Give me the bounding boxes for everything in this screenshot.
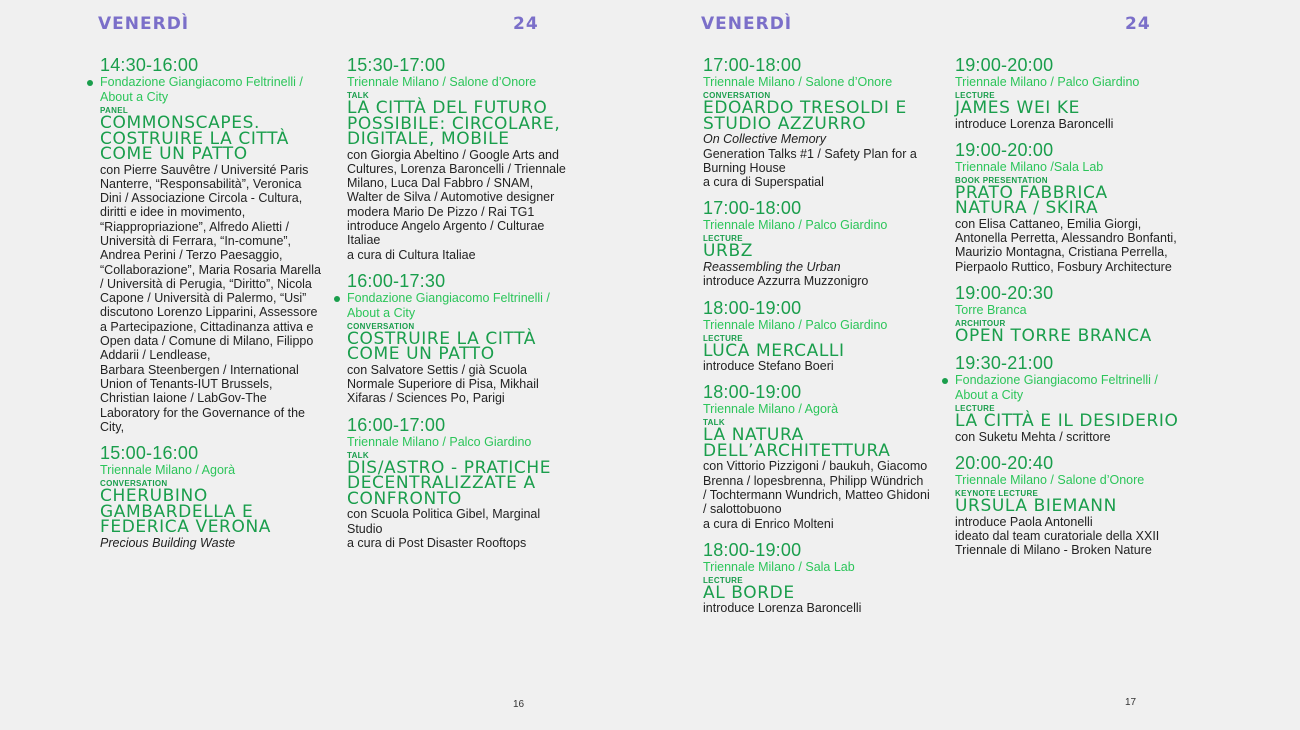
- event-venue: [955, 373, 1180, 403]
- event-title: LA CITTÀ DEL FUTURO POSSIBILE: CIRCOLARE, DIGITALE, MOBILE: [347, 98, 561, 149]
- event-time: 18:00-19:00: [703, 297, 802, 318]
- bullet-dot-icon: [87, 80, 93, 86]
- event-time: 17:00-18:00: [703, 198, 802, 219]
- event-description: introduce Lorenza Baroncelli: [703, 601, 862, 616]
- event-subtitle: Precious Building Waste: [100, 535, 236, 550]
- event: [347, 272, 572, 406]
- schedule-column: [703, 56, 930, 626]
- event-type: TALK: [347, 450, 369, 460]
- event-type: LECTURE: [703, 333, 743, 343]
- event: [955, 354, 1180, 444]
- event: [347, 56, 572, 262]
- event-description: con Pierre Sauvêtre / Université Paris Nanterre, “Responsabilità”, Veronica Dini / Associazione Circola - Cultura, diritti e idee in movimento, “Riappropriazione”, Alfredo Alietti / Università di Ferrara, “In-comune”, Andrea Perini / Terzo Paesaggio, “Collaborazione”, Maria Rosaria Marella / Università di Perugia, “Diritto”, Nicola Capone / Università di Palermo, “Usi” discutono Lorenzo Lipparini, Assessore a Partecipazione, Cittadinanza attiva e Open data / Comune di Milano, Filippo Addarii / Lendlease, Barbara Steenbergen / International Union of Tenants-IUT Brussels, Christian Iaione / LabGov-The Laboratory for the Governance of the City,: [100, 162, 321, 434]
- event-time: 19:00-20:30: [955, 282, 1054, 303]
- event-title: COSTRUIRE LA CITTÀ COME UN PATTO: [347, 328, 537, 365]
- event: [100, 56, 325, 434]
- event-description: con Salvatore Settis / già Scuola Normale Superiore di Pisa, Mikhail Xifaras / Sciences Po, Parigi: [347, 362, 539, 406]
- event-title: LA NATURA DELL’ARCHITETTURA: [703, 425, 891, 461]
- date-heading: 24: [513, 14, 539, 34]
- schedule-column: [347, 56, 572, 560]
- event-description: introduce Paola Antonelli ideato dal team curatoriale della XXII Triennale di Milano - Broken Nature: [955, 514, 1160, 558]
- event: [955, 56, 1180, 131]
- event-time: 15:00-16:00: [100, 443, 199, 464]
- event-type: LECTURE: [955, 91, 995, 100]
- event-title: URSULA BIEMANN: [955, 496, 1117, 517]
- event-time: 19:30-21:00: [955, 353, 1054, 374]
- day-heading: VENERDÌ: [701, 14, 793, 34]
- right-page: [650, 0, 1300, 730]
- event-venue: Triennale Milano / Palco Giardino: [955, 75, 1140, 89]
- event-title: LUCA MERCALLI: [703, 340, 845, 361]
- event-type: PANEL: [100, 106, 129, 115]
- event-venue: Triennale Milano / Palco Giardino: [347, 434, 532, 449]
- event-title: LA CITTÀ E IL DESIDERIO: [955, 411, 1179, 432]
- event-type: TALK: [347, 91, 369, 100]
- event: [703, 56, 930, 189]
- event: [955, 141, 1180, 274]
- event-title: COMMONSCAPES. COSTRUIRE LA CITTÀ COME UN PATTO: [100, 113, 290, 164]
- event-title: EDOARDO TRESOLDI E STUDIO AZZURRO: [703, 98, 907, 134]
- event-venue: Triennale Milano / Sala Lab: [703, 559, 855, 574]
- schedule-column: [955, 56, 1180, 568]
- event-type: CONVERSATION: [703, 91, 771, 100]
- event-description: con Elisa Cattaneo, Emilia Giorgi, Antonella Perretta, Alessandro Bonfanti, Maurizio Montagna, Cristiana Perrella, Pierpaolo Ruttico, Fosbury Architecture: [955, 216, 1177, 274]
- event-description: con Giorgia Abeltino / Google Arts and Cultures, Lorenza Baroncelli / Triennale Milano, Luca Dal Fabbro / SNAM, Walter de Silva / Automotive designer modera Mario De Pizzo / Rai TG1 introduce Angelo Argento / Culturae Italiae a cura di Cultura Italiae: [347, 147, 566, 262]
- event-title: AL BORDE: [703, 582, 795, 603]
- event-time: 18:00-19:00: [703, 539, 802, 560]
- day-heading: VENERDÌ: [98, 14, 190, 34]
- event-venue: Triennale Milano / Salone d’Onore: [347, 75, 537, 89]
- event-subtitle: Reassembling the Urban: [703, 259, 841, 274]
- event-venue: [347, 291, 572, 321]
- event-title: JAMES WEI KE: [955, 98, 1081, 118]
- event: [703, 541, 930, 616]
- event-title: URBZ: [703, 241, 753, 262]
- event: [703, 199, 930, 288]
- event-description: Generation Talks #1 / Safety Plan for a Burning House a cura di Superspatial: [703, 146, 917, 190]
- event-venue-text: Fondazione Giangiacomo Feltrinelli / About a City: [100, 75, 303, 104]
- event-time: 16:00-17:30: [347, 270, 446, 291]
- event-time: 17:00-18:00: [703, 55, 802, 75]
- schedule-column: [100, 56, 325, 560]
- event-venue: Triennale Milano / Salone d’Onore: [955, 473, 1145, 488]
- date-heading: 24: [1125, 14, 1151, 34]
- event-type: ARCHITOUR: [955, 318, 1006, 328]
- event-description: con Scuola Politica Gibel, Marginal Studio a cura di Post Disaster Rooftops: [347, 507, 541, 550]
- event-type: KEYNOTE LECTURE: [955, 489, 1039, 499]
- event-time: 20:00-20:40: [955, 453, 1054, 474]
- event-description: con Suketu Mehta / scrittore: [955, 429, 1111, 444]
- event-description: introduce Lorenza Baroncelli: [955, 116, 1114, 131]
- event: [955, 284, 1180, 345]
- event-venue: [100, 75, 325, 105]
- event-time: 18:00-19:00: [703, 382, 802, 403]
- event-venue: Triennale Milano / Palco Giardino: [703, 218, 888, 233]
- event-type: LECTURE: [955, 404, 995, 414]
- event-title: OPEN TORRE BRANCA: [955, 325, 1152, 346]
- event-venue-text: Fondazione Giangiacomo Feltrinelli / About a City: [347, 290, 550, 320]
- event: [100, 444, 325, 550]
- event-venue: Torre Branca: [955, 302, 1027, 317]
- event: [703, 383, 930, 530]
- event-time: 14:30-16:00: [100, 55, 199, 75]
- event: [955, 454, 1180, 557]
- page-number: 17: [1125, 697, 1137, 708]
- event-title: PRATO FABBRICA NATURA / SKIRA: [955, 182, 1108, 219]
- bullet-dot-icon: [942, 378, 948, 384]
- event-venue: Triennale Milano / Agorà: [703, 402, 839, 417]
- event-title: DIS/ASTRO - PRATICHE DECENTRALIZZATE A CONFRONTO: [347, 457, 552, 509]
- event-subtitle: On Collective Memory: [703, 132, 826, 146]
- event-time: 19:00-20:00: [955, 139, 1054, 160]
- event-title: CHERUBINO GAMBARDELLA E FEDERICA VERONA: [100, 486, 271, 538]
- event-type: BOOK PRESENTATION: [955, 175, 1048, 185]
- event: [347, 416, 572, 550]
- event-type: CONVERSATION: [347, 321, 415, 331]
- event-description: introduce Stefano Boeri: [703, 359, 834, 374]
- event-venue: Triennale Milano / Salone d’Onore: [703, 75, 893, 89]
- event-type: LECTURE: [703, 234, 743, 244]
- event-venue: Triennale Milano / Palco Giardino: [703, 317, 888, 332]
- event-time: 16:00-17:00: [347, 414, 446, 435]
- event-type: LECTURE: [703, 575, 743, 585]
- event: [703, 299, 930, 374]
- event-venue: Triennale Milano /Sala Lab: [955, 159, 1104, 174]
- event-type: CONVERSATION: [100, 479, 168, 489]
- event-description: introduce Azzurra Muzzonigro: [703, 274, 869, 289]
- event-time: 19:00-20:00: [955, 55, 1054, 75]
- event-type: TALK: [703, 418, 725, 428]
- bullet-dot-icon: [334, 296, 340, 302]
- event-venue-text: Fondazione Giangiacomo Feltrinelli / About a City: [955, 373, 1158, 403]
- page-number: 16: [513, 699, 525, 710]
- event-venue: Triennale Milano / Agorà: [100, 463, 236, 478]
- event-time: 15:30-17:00: [347, 55, 446, 75]
- event-description: con Vittorio Pizzigoni / baukuh, Giacomo Brenna / lopesbrenna, Philipp Wündrich / Tochtermann Wundrich, Matteo Ghidoni / salottobuono a cura di Enrico Molteni: [703, 459, 930, 531]
